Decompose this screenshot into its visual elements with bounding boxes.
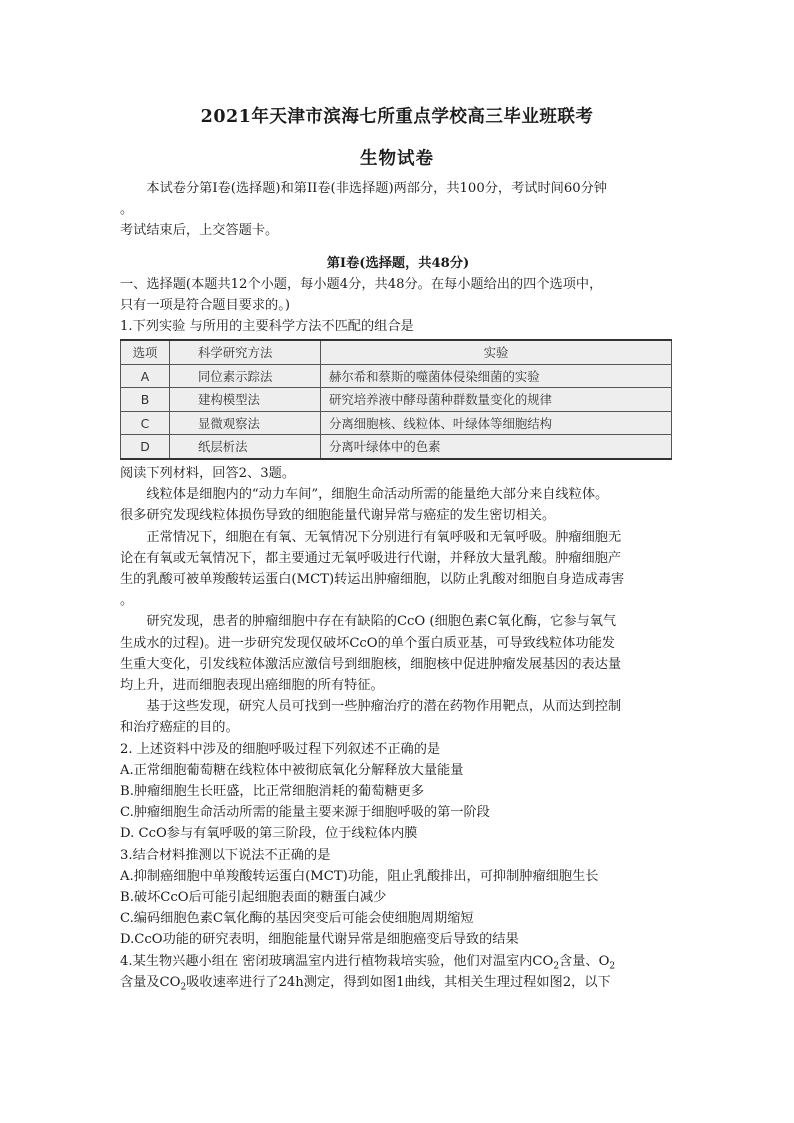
question-3-option-b: B.破坏CcO后可能引起细胞表面的糖蛋白减少 bbox=[120, 889, 387, 905]
subject-title: 生物试卷 bbox=[360, 149, 434, 169]
table-cell: C bbox=[121, 411, 170, 435]
question-3-option-d: D.CcO功能的研究表明，细胞能量代谢异常是细胞癌变后导致的结果 bbox=[120, 932, 519, 948]
passage-line: 和治疗癌症的目的。 bbox=[120, 720, 239, 736]
table-header: 实验 bbox=[321, 340, 672, 364]
question-2-stem: 2. 上述资料中涉及的细胞呼吸过程下列叙述不正确的是 bbox=[120, 741, 441, 757]
table-cell: 同位素示踪法 bbox=[170, 364, 321, 388]
table-cell: 分离叶绿体中的色素 bbox=[321, 435, 672, 459]
question-1-stem: 1.下列实验 与所用的主要科学方法不匹配的组合是 bbox=[120, 319, 414, 335]
table-row bbox=[121, 411, 672, 435]
passage-line: 论在有氧或无氧情况下，都主要通过无氧呼吸进行代谢，并释放大量乳酸。肿瘤细胞产 bbox=[120, 550, 622, 566]
passage-line: 基于这些发现，研究人员可找到一些肿瘤治疗的潜在药物作用靶点，从而达到控制 bbox=[146, 699, 622, 715]
intro-line: 。 bbox=[120, 202, 134, 218]
passage-lead: 阅读下列材料，回答2、3题。 bbox=[120, 465, 296, 481]
passage-line: 正常情况下，细胞在有氧、无氧情况下分别进行有氧呼吸和无氧呼吸。肿瘤细胞无 bbox=[146, 529, 622, 545]
question-2-option-c: C.肿瘤细胞生命活动所需的能量主要来源于细胞呼吸的第一阶段 bbox=[120, 805, 490, 821]
question-4-stem-line-2: 含量及$CO_2$吸收速率进行了24h测定，得到如图1曲线，其相关生理过程如图2，以下 bbox=[120, 974, 611, 993]
passage-line: 线粒体是细胞内的“动力车间”，细胞生命活动所需的能量绝大部分来自线粒体。 bbox=[146, 487, 609, 503]
intro-line: 考试结束后，上交答题卡。 bbox=[120, 223, 279, 239]
passage-line: 均上升，进而细胞表现出癌细胞的所有特征。 bbox=[120, 677, 384, 693]
intro-line: 本试卷分第I卷(选择题)和第II卷(非选择题)两部分，共100分，考试时间60分钟 bbox=[146, 181, 607, 196]
question-4-stem-line-1: 4.某生物兴趣小组在 密闭玻璃温室内进行植物栽培实验，他们对温室内$CO_2$含量、$O_2$ bbox=[120, 953, 616, 972]
table-cell: 赫尔希和蔡斯的噬菌体侵染细菌的实验 bbox=[321, 364, 672, 388]
exam-body bbox=[120, 178, 676, 993]
section-instruction: 只有一项是符合题目要求的。) bbox=[120, 298, 290, 314]
question-2-option-d: D. CcO参与有氧呼吸的第三阶段，位于线粒体内膜 bbox=[120, 826, 418, 842]
question-2-option-a: A.正常细胞葡萄糖在线粒体中被彻底氧化分解释放大量能量 bbox=[120, 762, 464, 778]
passage-line: 生重大变化，引发线粒体激活应激信号到细胞核，细胞核中促进肿瘤发展基因的表达量 bbox=[120, 656, 622, 672]
question-3-option-a: A.抑制癌细胞中单羧酸转运蛋白(MCT)功能，阻止乳酸排出，可抑制肿瘤细胞生长 bbox=[120, 868, 599, 884]
question-1-table bbox=[120, 339, 672, 460]
table-cell: 显微观察法 bbox=[170, 411, 321, 435]
table-row bbox=[121, 435, 672, 459]
question-3-stem: 3.结合材料推测以下说法不正确的是 bbox=[120, 847, 331, 863]
table-cell: B bbox=[121, 388, 170, 412]
section-instruction: 一、选择题(本题共12个小题，每小题4分，共48分。在每小题给出的四个选项中， bbox=[120, 276, 603, 292]
table-header-row bbox=[121, 340, 672, 364]
table-cell: 纸层析法 bbox=[170, 435, 321, 459]
section-title: 第I卷(选择题，共48分) bbox=[326, 255, 470, 271]
question-2-option-b: B.肿瘤细胞生长旺盛，比正常细胞消耗的葡萄糖更多 bbox=[120, 783, 425, 799]
table-cell: 建构模型法 bbox=[170, 388, 321, 412]
table-cell: D bbox=[121, 435, 170, 459]
passage-line: 研究发现，患者的肿瘤细胞中存在有缺陷的CcO (细胞色素C氧化酶，它参与氧气 bbox=[146, 614, 617, 630]
table-cell: 分离细胞核、线粒体、叶绿体等细胞结构 bbox=[321, 411, 672, 435]
passage-line: 生成水的过程)。进一步研究发现仅破坏CcO的单个蛋白质亚基，可导致线粒体功能发 bbox=[120, 635, 615, 651]
table-row bbox=[121, 364, 672, 388]
passage-line: 生的乳酸可被单羧酸转运蛋白(MCT)转运出肿瘤细胞，以防止乳酸对细胞自身造成毒害 bbox=[120, 571, 625, 587]
table-header: 科学研究方法 bbox=[170, 340, 321, 364]
question-3-option-c: C.编码细胞色素C氧化酶的基因突变后可能会使细胞周期缩短 bbox=[120, 911, 474, 927]
table-row bbox=[121, 388, 672, 412]
passage-line: 。 bbox=[120, 593, 134, 609]
exam-title: 2021年天津市滨海七所重点学校高三毕业班联考 bbox=[200, 107, 594, 127]
table-cell: 研究培养液中酵母菌种群数量变化的规律 bbox=[321, 388, 672, 412]
table-cell: A bbox=[121, 364, 170, 388]
passage-line: 很多研究发现线粒体损伤导致的细胞能量代谢异常与癌症的发生密切相关。 bbox=[120, 508, 556, 524]
table-header: 选项 bbox=[121, 340, 170, 364]
